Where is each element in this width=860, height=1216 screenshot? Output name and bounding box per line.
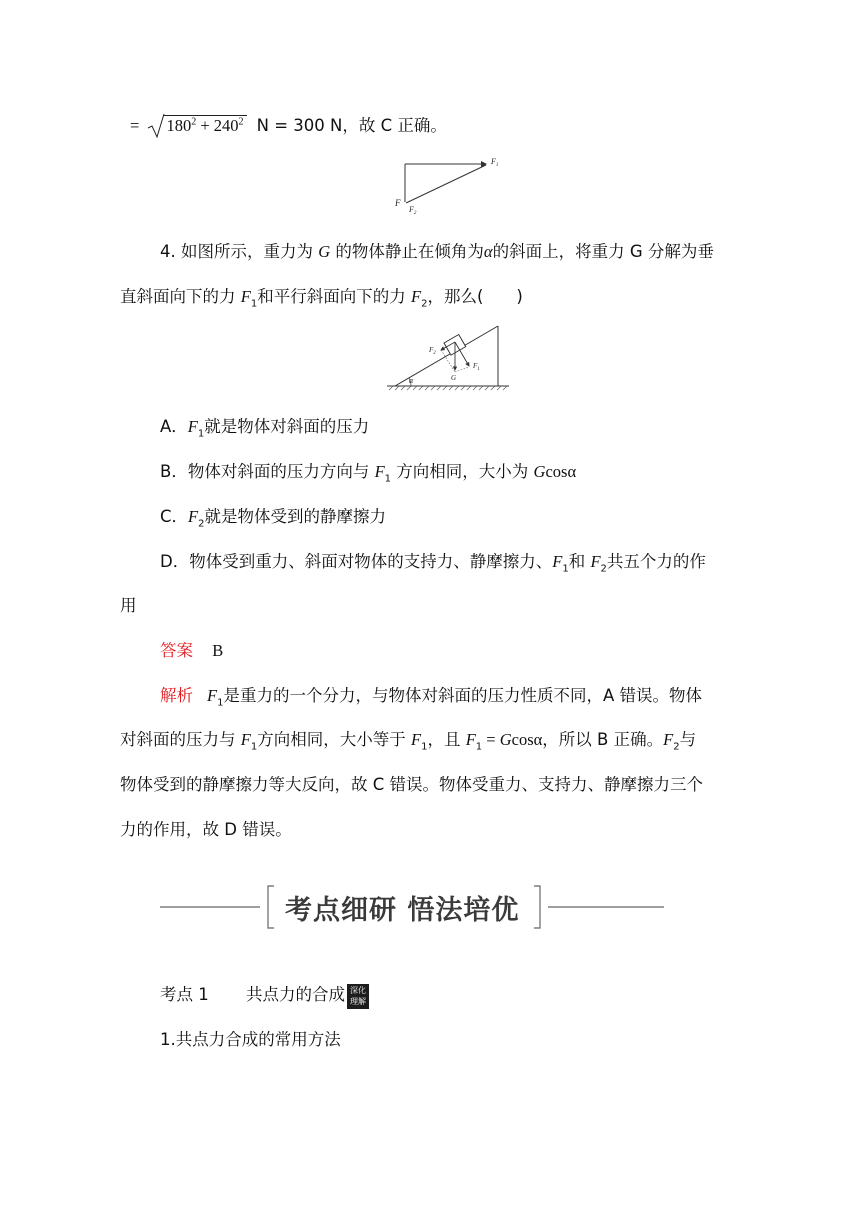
option-d-line1: D．物体受到重力、斜面对物体的支持力、静摩擦力、$F_1$和 $F_2$共五个力的作 bbox=[160, 552, 706, 575]
option-d-line2: 用 bbox=[120, 596, 137, 615]
analysis-line4: 力的作用，故 D 错误。 bbox=[120, 820, 292, 839]
f-label: F bbox=[395, 198, 401, 208]
question-4-line1: 4. 如图所示，重力为 G 的物体静止在倾角为α的斜面上，将重力 G 分解为垂 bbox=[160, 242, 714, 261]
option-a: A．$F_1$就是物体对斜面的压力 bbox=[160, 417, 370, 440]
radicand: $180^2 + 240^2$ bbox=[163, 115, 246, 135]
analysis-line2: 对斜面的压力与 $F_1$方向相同，大小等于 $F_1$，且 $F_1 = Gcos\alpha$，所以 B 正确。$F_2$与 bbox=[120, 730, 697, 753]
answer-label: 答案 bbox=[160, 641, 193, 660]
analysis-line3: 物体受到的静摩擦力等大反向，故 C 错误。物体受重力、支持力、静摩擦力三个 bbox=[120, 775, 704, 794]
section-heading bbox=[160, 981, 369, 1009]
f1-label-fig2: $F_1$ bbox=[473, 362, 480, 372]
result-text: N = 300 N，故 C 正确。 bbox=[256, 116, 447, 135]
question-4-line2: 直斜面向下的力 $F_1$和平行斜面向下的力 $F_2$，那么( ) bbox=[120, 287, 523, 310]
equals-sign: = bbox=[130, 116, 140, 135]
analysis-line1: 解析 $F_1$是重力的一个分力，与物体对斜面的压力性质不同，A 错误。物体 bbox=[160, 686, 703, 709]
incline-figure bbox=[385, 320, 515, 392]
g-label-fig2: G bbox=[451, 374, 457, 382]
deepen-badge: 深化 理解 bbox=[347, 984, 369, 1009]
option-c: C．$F_2$就是物体受到的静摩擦力 bbox=[160, 507, 386, 530]
option-b: B．物体对斜面的压力方向与 $F_1$ 方向相同，大小为 Gcosα bbox=[160, 462, 577, 485]
subheading: 1.共点力合成的常用方法 bbox=[160, 1030, 341, 1049]
result-line bbox=[130, 112, 447, 139]
analysis-label: 解析 bbox=[160, 686, 193, 705]
force-triangle-figure bbox=[390, 150, 520, 220]
banner-title: 考点细研 悟法培优 bbox=[285, 895, 520, 926]
f2-label-fig2: $F_2$ bbox=[429, 346, 436, 356]
section-label: 考点 1 bbox=[160, 985, 209, 1004]
alpha-label: α bbox=[409, 376, 414, 385]
answer-line bbox=[160, 637, 223, 661]
answer-value: B bbox=[212, 641, 224, 660]
section-title: 共点力的合成 bbox=[246, 985, 345, 1004]
f1-label: $F_1$ bbox=[491, 157, 499, 168]
f2-label: $F_2$ bbox=[409, 205, 417, 216]
